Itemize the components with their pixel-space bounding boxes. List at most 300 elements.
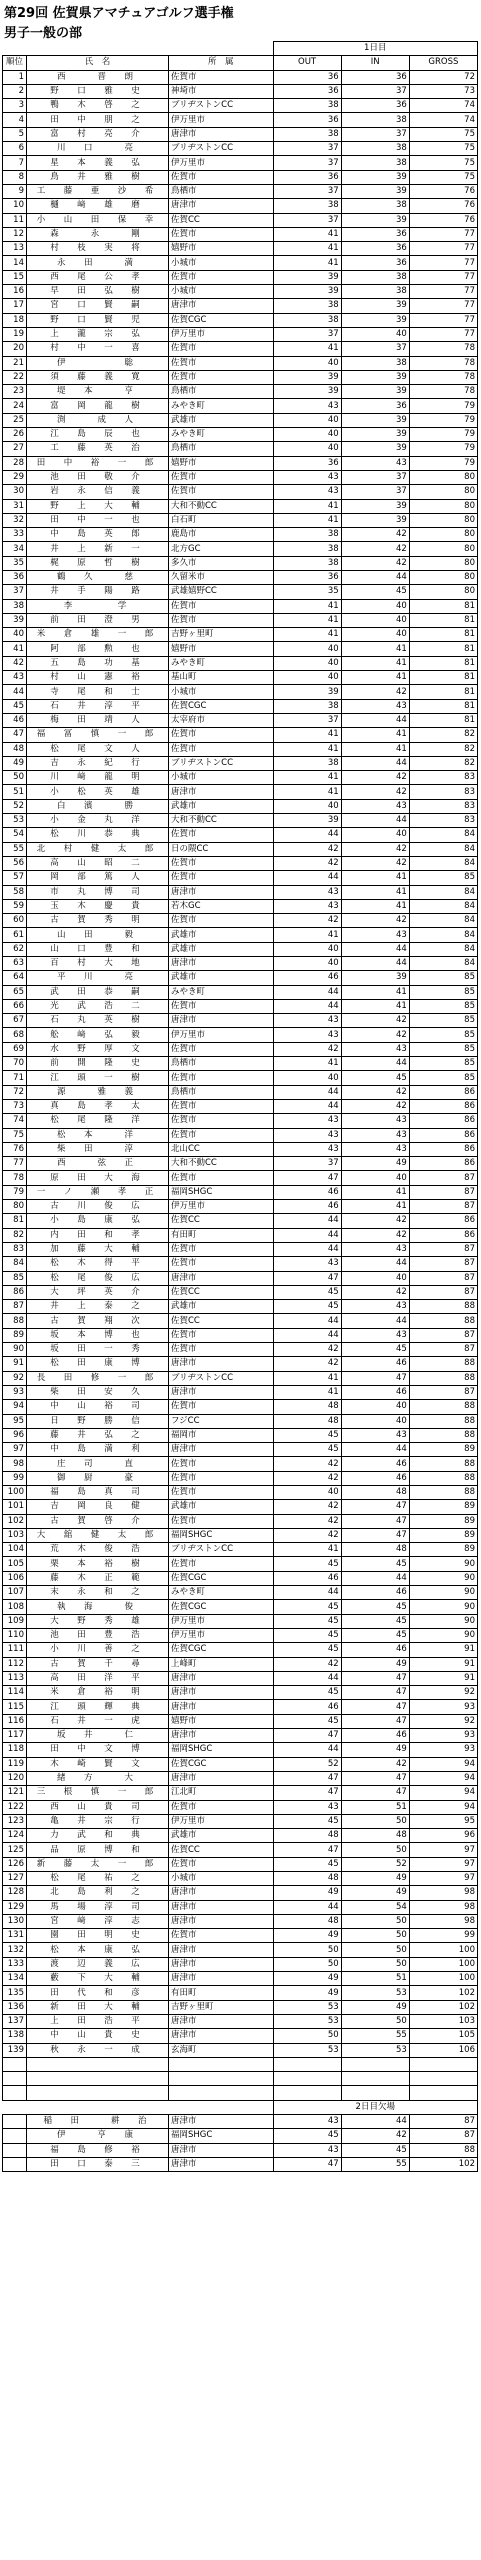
club-cell: 若木GC — [169, 899, 274, 913]
blank-cell — [169, 2086, 274, 2100]
club-cell: 唐津市 — [169, 1357, 274, 1371]
table-row — [3, 1528, 478, 1542]
rank-cell: 71 — [3, 1071, 27, 1085]
club-cell: 佐賀市 — [169, 1800, 274, 1814]
gross-score-cell: 92 — [409, 1714, 477, 1728]
table-row — [3, 656, 478, 670]
rank-cell: 81 — [3, 1214, 27, 1228]
club-cell: 上峰町 — [169, 1657, 274, 1671]
rank-cell: 25 — [3, 413, 27, 427]
player-name-cell: 川 﨑 龍 明 — [27, 771, 169, 785]
table-row — [3, 1042, 478, 1056]
rank-cell: 130 — [3, 1914, 27, 1928]
out-score-cell: 40 — [273, 656, 341, 670]
in-score-cell: 42 — [341, 1285, 409, 1299]
in-score-cell: 41 — [341, 656, 409, 670]
player-name-cell: 松 田 康 博 — [27, 1357, 169, 1371]
table-row — [3, 356, 478, 370]
club-cell: 佐賀市 — [169, 1471, 274, 1485]
out-score-cell: 45 — [273, 1557, 341, 1571]
player-name-cell: 上 田 浩 平 — [27, 2014, 169, 2028]
table-row — [3, 313, 478, 327]
club-cell: ブリヂストンCC — [169, 1371, 274, 1385]
rank-cell: 64 — [3, 971, 27, 985]
table-row — [3, 1628, 478, 1642]
table-row — [3, 1485, 478, 1499]
out-score-cell: 39 — [273, 385, 341, 399]
out-score-cell: 46 — [273, 1700, 341, 1714]
in-score-cell: 44 — [341, 957, 409, 971]
in-score-cell: 47 — [341, 1771, 409, 1785]
rank-cell: 36 — [3, 570, 27, 584]
in-score-cell: 50 — [341, 1943, 409, 1957]
table-row — [3, 156, 478, 170]
out-score-cell: 40 — [273, 428, 341, 442]
player-name-cell: 三 根 慎 一 郎 — [27, 1786, 169, 1800]
player-name-cell: 田 口 泰 三 — [27, 2157, 169, 2171]
club-cell: 佐賀市 — [169, 1071, 274, 1085]
rank-header: 順位 — [3, 56, 27, 70]
table-row — [3, 1285, 478, 1299]
rank-cell: 15 — [3, 270, 27, 284]
out-score-cell: 44 — [273, 1671, 341, 1685]
gross-score-cell: 84 — [409, 899, 477, 913]
rank-cell: 45 — [3, 699, 27, 713]
out-score-cell: 45 — [273, 1714, 341, 1728]
player-name-cell: 鳥 井 雅 樹 — [27, 170, 169, 184]
player-name-cell: 古 賀 千 尋 — [27, 1657, 169, 1671]
in-score-cell: 40 — [341, 1271, 409, 1285]
club-cell: 佐賀市 — [169, 1128, 274, 1142]
in-score-cell: 38 — [341, 142, 409, 156]
club-cell: 武雄市 — [169, 413, 274, 427]
rank-cell: 12 — [3, 227, 27, 241]
out-score-cell: 37 — [273, 184, 341, 198]
in-score-cell: 40 — [341, 1171, 409, 1185]
club-cell: 佐賀CC — [169, 1843, 274, 1857]
club-cell: 佐賀CGC — [169, 1600, 274, 1614]
in-score-cell: 41 — [341, 899, 409, 913]
rank-cell: 67 — [3, 1014, 27, 1028]
table-row — [3, 1357, 478, 1371]
club-cell: 唐津市 — [169, 1271, 274, 1285]
player-name-cell: 平 川 亮 — [27, 971, 169, 985]
player-name-cell: 山 田 毅 — [27, 928, 169, 942]
club-cell: 唐津市 — [169, 1943, 274, 1957]
player-name-cell: 池 田 豊 浩 — [27, 1628, 169, 1642]
out-score-cell: 53 — [273, 2043, 341, 2057]
club-cell: 佐賀市 — [169, 1099, 274, 1113]
out-score-cell: 45 — [273, 1428, 341, 1442]
player-name-cell: 新 藤 太 一 郎 — [27, 1857, 169, 1871]
player-name-cell: 福 島 修 裕 — [27, 2143, 169, 2157]
club-cell: 唐津市 — [169, 1900, 274, 1914]
gross-score-cell: 98 — [409, 1914, 477, 1928]
blank-cell — [3, 2086, 27, 2100]
rank-cell: 86 — [3, 1285, 27, 1299]
rank-cell: 72 — [3, 1085, 27, 1099]
blank-cell — [3, 2057, 27, 2071]
rank-cell: 101 — [3, 1500, 27, 1514]
out-score-cell: 44 — [273, 985, 341, 999]
out-score-cell: 43 — [273, 1028, 341, 1042]
out-score-cell: 42 — [273, 856, 341, 870]
gross-score-cell: 88 — [409, 1300, 477, 1314]
out-score-cell: 42 — [273, 1457, 341, 1471]
gross-score-cell: 87 — [409, 1385, 477, 1399]
club-cell: 唐津市 — [169, 2143, 274, 2157]
club-cell: 佐賀CGC — [169, 699, 274, 713]
out-score-cell: 35 — [273, 585, 341, 599]
player-name-cell: 水 野 厚 文 — [27, 1042, 169, 1056]
club-cell: 嬉野市 — [169, 242, 274, 256]
in-score-cell: 36 — [341, 227, 409, 241]
out-score-cell: 43 — [273, 885, 341, 899]
rank-cell: 35 — [3, 556, 27, 570]
table-row — [3, 1600, 478, 1614]
table-row — [3, 871, 478, 885]
table-row — [3, 1972, 478, 1986]
gross-score-cell: 81 — [409, 613, 477, 627]
gross-score-cell: 102 — [409, 1986, 477, 2000]
club-cell: みやき町 — [169, 428, 274, 442]
out-score-cell: 47 — [273, 1786, 341, 1800]
in-score-cell: 39 — [341, 313, 409, 327]
table-row — [3, 342, 478, 356]
out-score-cell: 42 — [273, 1657, 341, 1671]
club-cell: 大和不動CC — [169, 814, 274, 828]
gross-score-cell: 77 — [409, 227, 477, 241]
player-name-cell: 米 倉 雄 一 郎 — [27, 628, 169, 642]
out-score-cell: 49 — [273, 1986, 341, 2000]
player-name-cell: 伊 聡 — [27, 356, 169, 370]
player-name-cell: 西 弦 正 — [27, 1157, 169, 1171]
club-cell: 佐賀市 — [169, 356, 274, 370]
rank-cell: 136 — [3, 2000, 27, 2014]
club-cell: 吉野ヶ里町 — [169, 628, 274, 642]
rank-cell: 111 — [3, 1643, 27, 1657]
player-name-cell: 内 田 和 孝 — [27, 1228, 169, 1242]
gross-score-cell: 88 — [409, 1457, 477, 1471]
table-row — [3, 1657, 478, 1671]
absent-row — [3, 2129, 478, 2143]
rank-cell: 26 — [3, 428, 27, 442]
out-score-cell: 41 — [273, 1057, 341, 1071]
table-row — [3, 299, 478, 313]
in-score-cell: 47 — [341, 1714, 409, 1728]
out-score-cell: 40 — [273, 356, 341, 370]
in-score-cell: 39 — [341, 213, 409, 227]
out-score-cell: 44 — [273, 1214, 341, 1228]
gross-score-cell: 79 — [409, 456, 477, 470]
gross-score-cell: 85 — [409, 985, 477, 999]
in-score-cell: 49 — [341, 1886, 409, 1900]
table-row — [3, 1872, 478, 1886]
in-score-cell: 55 — [341, 2029, 409, 2043]
gross-score-cell: 90 — [409, 1557, 477, 1571]
club-cell: 佐賀市 — [169, 1171, 274, 1185]
in-score-cell: 45 — [341, 1557, 409, 1571]
gross-score-cell: 78 — [409, 356, 477, 370]
gross-score-cell: 84 — [409, 828, 477, 842]
gross-score-cell: 85 — [409, 971, 477, 985]
player-name-cell: 上 瀧 宗 弘 — [27, 327, 169, 341]
gross-score-cell: 100 — [409, 1972, 477, 1986]
gross-score-cell: 76 — [409, 213, 477, 227]
player-name-cell: 岩 永 信 義 — [27, 485, 169, 499]
in-score-cell: 42 — [341, 528, 409, 542]
rank-cell: 83 — [3, 1242, 27, 1256]
club-cell: 佐賀CC — [169, 213, 274, 227]
player-name-cell: 前 田 澄 男 — [27, 613, 169, 627]
rank-cell: 138 — [3, 2029, 27, 2043]
rank-cell: 57 — [3, 871, 27, 885]
player-name-cell: 加 藤 大 輔 — [27, 1242, 169, 1256]
player-name-cell: 松 本 洋 — [27, 1128, 169, 1142]
club-cell: 神埼市 — [169, 84, 274, 98]
rank-cell: 77 — [3, 1157, 27, 1171]
in-score-cell: 39 — [341, 170, 409, 184]
rank-cell: 132 — [3, 1943, 27, 1957]
player-name-cell: 新 田 大 輔 — [27, 2000, 169, 2014]
gross-score-cell: 89 — [409, 1514, 477, 1528]
table-row — [3, 1085, 478, 1099]
rank-cell: 43 — [3, 671, 27, 685]
in-score-cell: 52 — [341, 1857, 409, 1871]
gross-score-cell: 94 — [409, 1757, 477, 1771]
in-header: IN — [341, 56, 409, 70]
club-cell: 佐賀CGC — [169, 313, 274, 327]
gross-score-cell: 72 — [409, 70, 477, 84]
gross-score-cell: 90 — [409, 1586, 477, 1600]
out-score-cell: 39 — [273, 270, 341, 284]
gross-score-cell: 81 — [409, 671, 477, 685]
table-row — [3, 513, 478, 527]
out-score-cell: 52 — [273, 1757, 341, 1771]
gross-score-cell: 85 — [409, 1057, 477, 1071]
gross-score-cell: 85 — [409, 1014, 477, 1028]
out-score-cell: 37 — [273, 327, 341, 341]
player-name-cell: 玉 木 慶 貴 — [27, 899, 169, 913]
club-cell: 佐賀市 — [169, 599, 274, 613]
in-score-cell: 41 — [341, 871, 409, 885]
gross-score-cell: 102 — [409, 2157, 477, 2171]
table-row — [3, 1586, 478, 1600]
table-row — [3, 1886, 478, 1900]
club-cell: みやき町 — [169, 656, 274, 670]
out-score-cell: 44 — [273, 871, 341, 885]
rank-cell: 99 — [3, 1471, 27, 1485]
table-row — [3, 370, 478, 384]
out-score-cell: 50 — [273, 2029, 341, 2043]
out-score-cell: 42 — [273, 1343, 341, 1357]
player-name-cell: 北 村 健 太 郎 — [27, 842, 169, 856]
club-cell: 佐賀市 — [169, 485, 274, 499]
player-name-cell: 永 田 満 — [27, 256, 169, 270]
player-name-cell: 真 島 孝 太 — [27, 1099, 169, 1113]
club-cell: 北方GC — [169, 542, 274, 556]
rank-cell: 93 — [3, 1385, 27, 1399]
club-cell: 唐津市 — [169, 1686, 274, 1700]
gross-score-cell: 77 — [409, 299, 477, 313]
club-cell: 江北町 — [169, 1786, 274, 1800]
table-row — [3, 1099, 478, 1113]
club-cell: ブリヂストンCC — [169, 99, 274, 113]
player-name-cell: 工 藤 英 治 — [27, 442, 169, 456]
out-score-cell: 45 — [273, 1600, 341, 1614]
rank-cell: 61 — [3, 928, 27, 942]
gross-score-cell: 106 — [409, 2043, 477, 2057]
player-name-cell: 高 山 昭 二 — [27, 856, 169, 870]
out-score-cell: 48 — [273, 1414, 341, 1428]
in-score-cell: 43 — [341, 456, 409, 470]
table-row — [3, 556, 478, 570]
player-name-cell: 稲 田 耕 治 — [27, 2115, 169, 2129]
in-score-cell: 43 — [341, 1300, 409, 1314]
rank-cell: 55 — [3, 842, 27, 856]
player-name-cell: 小 島 康 弘 — [27, 1214, 169, 1228]
club-cell: 武雄市 — [169, 1829, 274, 1843]
out-header: OUT — [273, 56, 341, 70]
club-cell: 唐津市 — [169, 1700, 274, 1714]
blank-cell — [409, 2086, 477, 2100]
table-row — [3, 1228, 478, 1242]
rank-cell: 2 — [3, 84, 27, 98]
out-score-cell: 45 — [273, 1614, 341, 1628]
table-row — [3, 442, 478, 456]
table-row — [3, 1328, 478, 1342]
out-score-cell: 44 — [273, 1228, 341, 1242]
table-row — [3, 399, 478, 413]
club-cell: 鹿島市 — [169, 528, 274, 542]
in-score-cell: 42 — [341, 542, 409, 556]
player-name-cell: 市 丸 博 司 — [27, 885, 169, 899]
club-cell: 佐賀市 — [169, 1929, 274, 1943]
in-score-cell: 37 — [341, 342, 409, 356]
player-name-cell: 松 本 康 弘 — [27, 1943, 169, 1957]
in-score-cell: 42 — [341, 556, 409, 570]
table-row — [3, 1957, 478, 1971]
in-score-cell: 37 — [341, 127, 409, 141]
gross-score-cell: 88 — [409, 1414, 477, 1428]
out-score-cell: 38 — [273, 99, 341, 113]
rank-cell: 9 — [3, 184, 27, 198]
out-score-cell: 38 — [273, 127, 341, 141]
club-cell: 有田町 — [169, 1986, 274, 2000]
in-score-cell: 42 — [341, 771, 409, 785]
club-cell: 佐賀市 — [169, 728, 274, 742]
gross-score-cell: 87 — [409, 1343, 477, 1357]
rank-cell: 95 — [3, 1414, 27, 1428]
club-cell: 佐賀市 — [169, 1400, 274, 1414]
in-score-cell: 49 — [341, 1872, 409, 1886]
gross-score-cell: 84 — [409, 957, 477, 971]
player-name-cell: 福 島 真 司 — [27, 1485, 169, 1499]
club-cell: 佐賀市 — [169, 999, 274, 1013]
gross-score-cell: 74 — [409, 113, 477, 127]
rank-cell: 96 — [3, 1428, 27, 1442]
gross-score-cell: 90 — [409, 1571, 477, 1585]
out-score-cell: 46 — [273, 1185, 341, 1199]
gross-score-cell: 90 — [409, 1628, 477, 1642]
rank-cell: 104 — [3, 1543, 27, 1557]
gross-score-cell: 86 — [409, 1114, 477, 1128]
out-score-cell: 42 — [273, 1471, 341, 1485]
table-row — [3, 528, 478, 542]
gross-header: GROSS — [409, 56, 477, 70]
gross-score-cell: 93 — [409, 1743, 477, 1757]
player-name-cell: 柴 田 安 久 — [27, 1385, 169, 1399]
table-row — [3, 1786, 478, 1800]
player-name-cell: 源 雅 義 — [27, 1085, 169, 1099]
club-cell: 福岡市 — [169, 1428, 274, 1442]
out-score-cell: 38 — [273, 199, 341, 213]
rank-cell: 118 — [3, 1743, 27, 1757]
rank-cell: 11 — [3, 213, 27, 227]
gross-score-cell: 74 — [409, 99, 477, 113]
in-score-cell: 44 — [341, 814, 409, 828]
player-name-cell: 井 上 泰 之 — [27, 1300, 169, 1314]
rank-cell: 102 — [3, 1514, 27, 1528]
in-score-cell: 42 — [341, 914, 409, 928]
out-score-cell: 37 — [273, 156, 341, 170]
in-score-cell: 42 — [341, 1757, 409, 1771]
out-score-cell: 50 — [273, 1943, 341, 1957]
gross-score-cell: 79 — [409, 399, 477, 413]
out-score-cell: 41 — [273, 513, 341, 527]
rank-cell: 124 — [3, 1829, 27, 1843]
player-name-cell: 中 山 貴 史 — [27, 2029, 169, 2043]
out-score-cell: 37 — [273, 1157, 341, 1171]
out-score-cell: 44 — [273, 1099, 341, 1113]
rank-cell: 105 — [3, 1557, 27, 1571]
gross-score-cell: 78 — [409, 342, 477, 356]
club-cell: 伊万里市 — [169, 1628, 274, 1642]
player-name-cell: 高 田 洋 平 — [27, 1671, 169, 1685]
club-cell: 唐津市 — [169, 199, 274, 213]
player-name-cell: 寺 尾 和 士 — [27, 685, 169, 699]
in-score-cell: 45 — [341, 1343, 409, 1357]
rank-cell: 133 — [3, 1957, 27, 1971]
club-cell: 佐賀市 — [169, 828, 274, 842]
player-name-cell: 岡 部 篤 人 — [27, 871, 169, 885]
club-header: 所 属 — [169, 56, 274, 70]
club-cell: 伊万里市 — [169, 1200, 274, 1214]
out-score-cell: 45 — [273, 1628, 341, 1642]
in-score-cell: 49 — [341, 1743, 409, 1757]
table-row — [3, 1843, 478, 1857]
club-cell: 太宰府市 — [169, 713, 274, 727]
out-score-cell: 41 — [273, 342, 341, 356]
table-row — [3, 1686, 478, 1700]
gross-score-cell: 97 — [409, 1843, 477, 1857]
in-score-cell: 48 — [341, 1543, 409, 1557]
out-score-cell: 40 — [273, 442, 341, 456]
table-row — [3, 184, 478, 198]
club-cell: 小城市 — [169, 685, 274, 699]
in-score-cell: 45 — [341, 2143, 409, 2157]
gross-score-cell: 75 — [409, 170, 477, 184]
rank-cell: 58 — [3, 885, 27, 899]
in-score-cell: 39 — [341, 513, 409, 527]
club-cell: 唐津市 — [169, 1972, 274, 1986]
gross-score-cell: 80 — [409, 513, 477, 527]
table-row — [3, 570, 478, 584]
club-cell: 鳥栖市 — [169, 1085, 274, 1099]
rank-cell: 16 — [3, 285, 27, 299]
rank-cell: 7 — [3, 156, 27, 170]
club-cell: 大和不動CC — [169, 1157, 274, 1171]
